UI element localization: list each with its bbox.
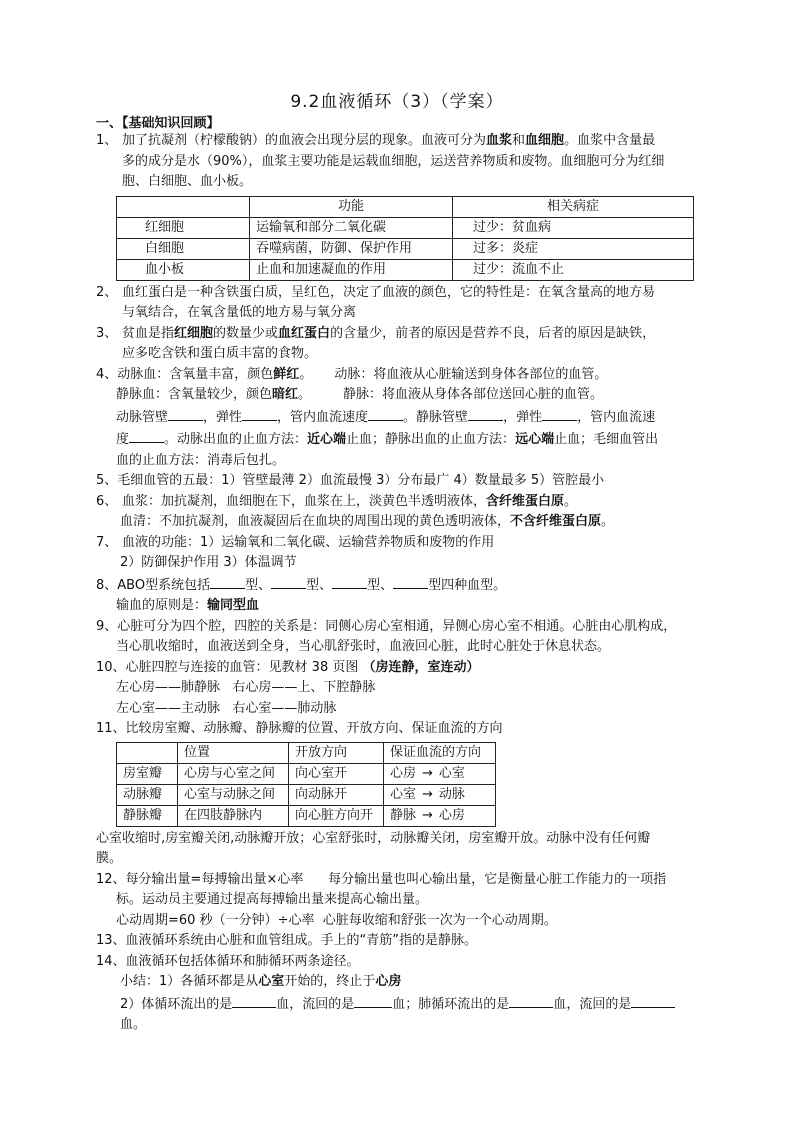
text: 。 — [564, 493, 578, 509]
table-cell: 运输氧和部分二氧化碳 — [250, 217, 453, 238]
item-number: 6、 — [96, 493, 118, 509]
table-cell: 白细胞 — [117, 238, 250, 259]
item-14-summary-2 — [96, 993, 700, 1036]
text: 血液的功能：1）运输氧和二氧化碳、运输营养物质和废物的作用 — [122, 534, 495, 550]
text: 型、 — [245, 577, 272, 593]
item-7 — [96, 533, 700, 574]
answer-blank[interactable] — [354, 993, 392, 1008]
item-number: 12、 — [96, 871, 126, 887]
text: 心脏可分为四个腔，四腔的关系是：同侧心房心室相通，异侧心房心室不相通。心脏由心肌构成， — [117, 618, 677, 634]
item-14-summary-1 — [96, 972, 700, 993]
table-header-cell — [117, 196, 250, 217]
text: 贫血是指 — [122, 325, 175, 341]
text: 血液循环系统由心脏和血管组成。手上的“青筋”指的是静脉。 — [125, 933, 478, 948]
item-4-line-3 — [96, 406, 700, 429]
item-3-line-1 — [122, 324, 700, 345]
item-9-line-2: 当心肌收缩时，血液送到全身，当心肌舒张时，血液回心脏，此时心脏处于休息状态。 — [116, 639, 611, 654]
item-number: 11、 — [96, 721, 126, 736]
item-10 — [96, 658, 700, 720]
answer-blank[interactable] — [509, 993, 553, 1008]
table-row — [117, 763, 496, 784]
valve-note-line-2: 膜。 — [96, 851, 123, 866]
text: 动脉管壁 — [116, 409, 169, 425]
item-number: 10、 — [96, 659, 126, 675]
table-cell: 吞噬病菌，防御、保护作用 — [250, 238, 453, 259]
table-header-cell — [117, 742, 178, 763]
text: 型四种血型。 — [428, 577, 507, 593]
text: 静脉血：含氧量较少，颜色 — [116, 387, 273, 402]
text: 血液循环包括体循环和肺循环两条途径。 — [125, 953, 360, 969]
text: 止血；毛细血管出 — [554, 432, 659, 447]
item-8 — [96, 574, 700, 617]
item-2-line-2: 与氧结合，在氧含量低的地方易与氧分离 — [122, 305, 357, 320]
text: 血浆：加抗凝剂，血细胞在下，血浆在上，淡黄色半透明液体， — [122, 493, 487, 509]
table-cell: 过多：炎症 — [453, 238, 694, 259]
answer-blank[interactable] — [210, 574, 245, 589]
item-1 — [96, 131, 700, 193]
item-3-line-2: 应多吃含铁和蛋白质丰富的食物。 — [122, 346, 318, 361]
item-7-line-2: 2）防御保护作用 3）体温调节 — [120, 555, 297, 570]
item-4-line-1 — [96, 365, 700, 386]
table-header-cell: 保证血流的方向 — [384, 742, 496, 763]
text: 比较房室瓣、动脉瓣、静脉瓣的位置、开放方向、保证血流的方向 — [125, 721, 503, 736]
item-5 — [96, 471, 700, 492]
item-number: 3、 — [96, 325, 118, 341]
text: ，管内血流速 — [577, 409, 656, 425]
table-cell: 心房与心室之间 — [178, 763, 289, 784]
text: 。 — [299, 366, 313, 382]
item-12-line-1 — [96, 870, 700, 891]
arrow-icon: → — [422, 807, 433, 823]
item-4-line-4 — [96, 428, 700, 451]
answer-blank[interactable] — [242, 406, 277, 421]
table-cell: 房室瓣 — [117, 763, 178, 784]
table-cell: 向心室开 — [289, 763, 384, 784]
answer-blank[interactable] — [631, 993, 675, 1008]
item-number: 14、 — [96, 953, 126, 969]
text: 。静脉管壁 — [403, 409, 469, 425]
text: 加了抗凝剂（柠檬酸钠）的血液会出现分层的现象。血液可分为 — [122, 133, 487, 148]
item-7-line-1 — [96, 533, 700, 554]
bold-text: （房连静，室连动） — [362, 659, 480, 675]
text: 的含量少，前者的原因是营养不良，后者的原因是缺铁， — [330, 325, 656, 341]
answer-blank[interactable] — [542, 406, 577, 421]
text: 静脉 — [390, 807, 417, 823]
text: 小结：1）各循环都是从 — [120, 974, 259, 989]
text: 型、 — [367, 577, 394, 593]
bold-text: 含纤维蛋白原 — [486, 493, 565, 509]
text: 血清：不加抗凝剂，血液凝固后在血块的周围出现的黄色透明液体， — [120, 514, 511, 529]
bold-text: 近心端 — [307, 432, 347, 447]
answer-blank[interactable] — [168, 406, 203, 421]
table-row — [117, 259, 694, 280]
item-8-line-2 — [96, 596, 700, 617]
text: 血，流回的是 — [553, 996, 632, 1012]
item-10-line-3: 左心室——主动脉 右心室——肺动脉 — [116, 700, 337, 716]
text: 动脉 — [438, 786, 465, 802]
item-14 — [96, 952, 700, 1036]
table-header-row — [117, 196, 694, 217]
item-4-line-2 — [96, 385, 700, 406]
text: ，管内血流速度 — [277, 409, 369, 425]
table-cell: 心室与动脉之间 — [178, 784, 289, 805]
item-number: 2、 — [96, 284, 118, 300]
text: 每分输出量=每搏输出量×心率 每分输出量也叫心输出量，它是衡量心脏工作能力的一项指 — [125, 871, 667, 887]
table-cell — [384, 784, 496, 805]
text: ，弹性 — [203, 409, 243, 425]
text: 心房 — [438, 807, 465, 823]
item-4-line-5: 血的止血方法：消毒后包扎。 — [116, 452, 286, 468]
table-header-row — [117, 742, 496, 763]
bold-text: 暗红 — [272, 387, 299, 402]
answer-blank[interactable] — [393, 574, 428, 589]
item-number: 4、 — [96, 366, 118, 382]
text: ABO型系统包括 — [117, 577, 211, 593]
text: 止血；静脉出血的止血方法： — [346, 432, 516, 447]
table-header-cell: 位置 — [178, 742, 289, 763]
table-cell: 止血和加速凝血的作用 — [250, 259, 453, 280]
bold-text: 远心端 — [515, 432, 555, 447]
bold-text: 红细胞 — [174, 325, 214, 341]
blood-cell-table — [116, 196, 694, 281]
table-cell: 血小板 — [117, 259, 250, 280]
text: ，弹性 — [503, 409, 543, 425]
item-number: 7、 — [96, 534, 118, 550]
answer-blank[interactable] — [232, 993, 276, 1008]
table-cell: 静脉瓣 — [117, 805, 178, 826]
answer-blank[interactable] — [332, 574, 367, 589]
text: 静脉：将血液从身体各部位送回心脏的血管。 — [343, 387, 604, 402]
text: 血；肺循环流出的是 — [392, 996, 510, 1012]
item-number: 5、 — [96, 473, 118, 488]
item-number: 1、 — [96, 133, 118, 148]
table-header-cell: 开放方向 — [289, 742, 384, 763]
text: 和 — [512, 133, 526, 148]
text: 心室 — [438, 765, 465, 781]
table-cell: 动脉瓣 — [117, 784, 178, 805]
text: 心脏四腔与连接的血管：见教材 38 页图 — [125, 659, 363, 675]
text: 2）体循环流出的是 — [120, 996, 233, 1012]
arrow-icon: → — [422, 765, 433, 781]
valve-table — [116, 742, 496, 827]
table-header-cell: 功能 — [250, 196, 453, 217]
text: 心房 — [390, 765, 417, 781]
bold-text: 心房 — [375, 974, 402, 989]
table-row — [117, 217, 694, 238]
item-6-line-2 — [96, 512, 700, 533]
valve-note-line-1: 心室收缩时,房室瓣关闭,动脉瓣开放；心室舒张时，动脉瓣关闭，房室瓣开放。动脉中没有任何瓣 — [96, 830, 651, 846]
text: 度 — [116, 432, 130, 447]
item-1-line-2: 多的成分是水（90%），血浆主要功能是运载血细胞，运送营养物质和废物。血细胞可分为红细 — [122, 153, 665, 169]
table-cell — [384, 763, 496, 784]
text: 心室 — [390, 786, 417, 802]
item-2 — [96, 283, 700, 324]
item-9-line-1 — [96, 617, 700, 638]
item-2-line-1: 血红蛋白是一种含铁蛋白质，呈红色，决定了血液的颜色，它的特性是：在氧含量高的地方易 — [122, 284, 656, 300]
text: 。动脉出血的止血方法： — [164, 432, 308, 447]
table-row — [117, 238, 694, 259]
text: 。 — [298, 387, 312, 402]
bold-text: 血红蛋白 — [278, 325, 331, 341]
page-title: 9.2血液循环（3）（学案） — [290, 92, 504, 112]
item-4 — [96, 365, 700, 472]
item-9 — [96, 617, 700, 658]
bold-text: 血细胞 — [525, 133, 565, 148]
table-row — [117, 805, 496, 826]
item-6 — [96, 492, 700, 533]
text: 的数量少或 — [213, 325, 279, 341]
item-number: 8、 — [96, 577, 118, 593]
text: 血。 — [120, 1017, 147, 1032]
text: 。血浆中含量最 — [564, 133, 656, 148]
table-cell: 向动脉开 — [289, 784, 384, 805]
bold-text: 鲜红 — [273, 366, 300, 382]
text: 动脉：将血液从心脏输送到身体各部位的血管。 — [334, 366, 608, 382]
answer-blank[interactable] — [468, 406, 503, 421]
table-cell: 在四肢静脉内 — [178, 805, 289, 826]
bold-text: 不含纤维蛋白原 — [510, 514, 602, 529]
text: 开始的，终止于 — [284, 974, 376, 989]
bold-text: 血浆 — [486, 133, 513, 148]
item-10-line-1 — [96, 658, 700, 679]
bold-text: 输同型血 — [207, 598, 260, 613]
table-cell — [384, 805, 496, 826]
text: 血，流回的是 — [276, 996, 355, 1012]
item-12-line-2: 标。运动员主要通过提高每搏输出量来提高心输出量。 — [116, 892, 429, 907]
item-11 — [96, 719, 700, 740]
item-number: 9、 — [96, 618, 118, 634]
section-heading: 一、【基础知识回顾】 — [96, 116, 220, 131]
item-14-line-1 — [96, 952, 700, 973]
table-cell: 红细胞 — [117, 217, 250, 238]
text: 动脉血：含氧量丰富，颜色 — [117, 366, 274, 382]
item-1-line-3: 胞、白细胞、血小板。 — [122, 174, 253, 189]
table-row — [117, 784, 496, 805]
arrow-icon: → — [422, 786, 433, 802]
item-number: 13、 — [96, 933, 126, 948]
item-12 — [96, 870, 700, 932]
item-6-line-1 — [96, 492, 700, 513]
item-13 — [96, 931, 700, 952]
item-3 — [96, 324, 700, 365]
text: 。 — [601, 514, 615, 529]
table-cell: 过少：流血不止 — [453, 259, 694, 280]
item-8-line-1 — [96, 574, 700, 597]
item-12-line-3: 心动周期=60 秒（一分钟）÷心率 心脏每收缩和舒张一次为一个心动周期。 — [116, 912, 557, 928]
answer-blank[interactable] — [129, 428, 164, 443]
table-cell: 向心脏方向开 — [289, 805, 384, 826]
answer-blank[interactable] — [271, 574, 306, 589]
table-cell: 过少：贫血病 — [453, 217, 694, 238]
item-10-line-2: 左心房——肺静脉 右心房——上、下腔静脉 — [116, 680, 376, 695]
item-1-line-1 — [122, 131, 700, 152]
table-header-cell: 相关病症 — [453, 196, 694, 217]
text: 毛细血管的五最：1）管壁最薄 2）血流最慢 3）分布最广 4）数量最多 5）管腔最小 — [117, 473, 605, 488]
text: 型、 — [306, 577, 333, 593]
bold-text: 心室 — [258, 974, 285, 989]
answer-blank[interactable] — [368, 406, 403, 421]
content — [96, 131, 700, 1036]
text: 输血的原则是： — [116, 598, 208, 613]
